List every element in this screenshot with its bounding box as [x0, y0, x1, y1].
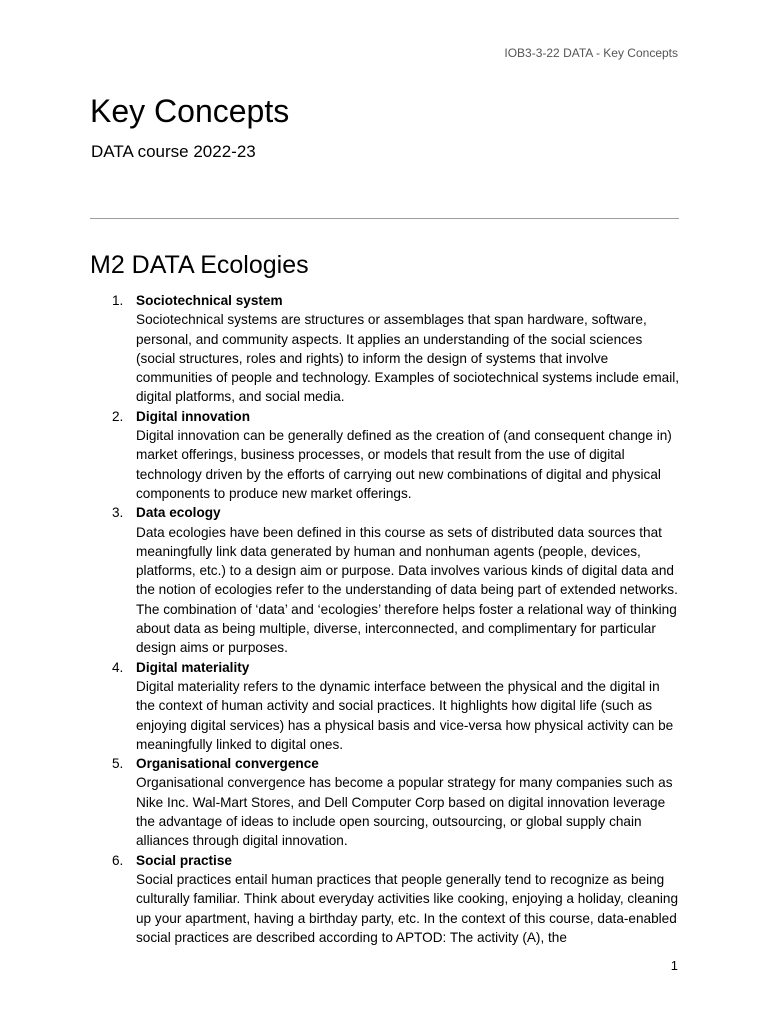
concept-list	[90, 291, 680, 947]
document-title: Key Concepts	[90, 93, 290, 129]
item-body: Sociotechnical systems are structures or assemblages that span hardware, software, personal, and community aspects. It applies an understanding of the social sciences (social structures, roles and rights) to inform the design of systems that involve communities of people and technology. Examples of sociotechnical systems include email, digital platforms, and social media.	[136, 312, 680, 405]
item-number: 4.	[112, 659, 124, 675]
concept-item	[90, 658, 680, 754]
section-divider	[90, 218, 679, 219]
item-title: Data ecology	[136, 505, 221, 521]
item-number: 2.	[112, 408, 124, 424]
item-title: Digital materiality	[136, 659, 250, 675]
item-body: Organisational convergence has become a popular strategy for many companies such as Nike Inc. Wal-Mart Stores, and Dell Computer Corp based on digital innovation leverage the advantage of ideas to include open sourcing, outsourcing, or global supply chain alliances through digital innovation.	[136, 775, 673, 849]
item-number: 6.	[112, 852, 124, 868]
running-header: IOB3-3-22 DATA - Key Concepts	[504, 46, 678, 60]
item-body: Social practices entail human practices that people generally tend to recognize as being culturally familiar. Think about everyday activities like cooking, enjoying a holiday, cleaning up your apartment, having a birthday party, etc. In the context of this course, data-enabled social practices are described according to APTOD: The activity (A), the	[136, 871, 679, 945]
item-body: Data ecologies have been defined in this course as sets of distributed data sources that meaningfully link data generated by human and nonhuman agents (people, devices, platforms, etc.) to a design aim or purpose. Data involves various kinds of digital data and the notion of ecologies refer to the understanding of data being part of extended networks. The combination of ‘data’ and ‘ecologies’ therefore helps foster a relational way of thinking about data as being multiple, diverse, interconnected, and complimentary for particular design aims or purposes.	[136, 524, 678, 656]
concept-item	[90, 851, 680, 947]
item-body: Digital materiality refers to the dynamic interface between the physical and the digital in the context of human activity and social practices. It highlights how digital life (such as enjoying digital services) has a physical basis and vice-versa how physical activity can be meaningfully linked to digital ones.	[136, 678, 674, 752]
item-body: Digital innovation can be generally defined as the creation of (and consequent change in) market offerings, business processes, or models that result from the use of digital technology driven by the efforts of carrying out new combinations of digital and physical components to produce new market offerings.	[136, 428, 672, 501]
item-title: Organisational convergence	[136, 756, 319, 772]
item-number: 3.	[112, 505, 124, 521]
concept-item	[90, 407, 680, 503]
item-title: Digital innovation	[136, 408, 251, 424]
concept-item	[90, 503, 680, 657]
section-heading: M2 DATA Ecologies	[90, 251, 309, 279]
item-title: Sociotechnical system	[136, 293, 283, 308]
document-subtitle: DATA course 2022-23	[91, 142, 256, 161]
item-number: 5.	[112, 756, 124, 772]
concept-item	[90, 754, 680, 850]
item-number: 1.	[112, 293, 124, 308]
item-title: Social practise	[136, 852, 232, 868]
concept-item	[90, 291, 680, 407]
page-number: 1	[670, 958, 678, 973]
